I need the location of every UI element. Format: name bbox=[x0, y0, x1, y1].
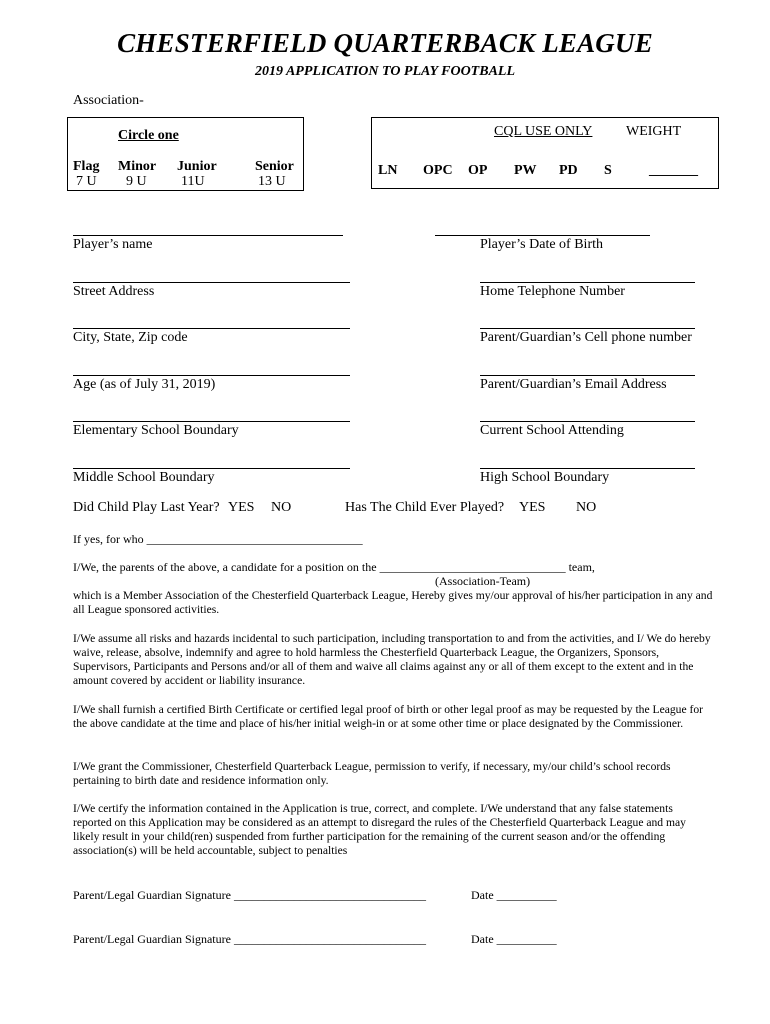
street-address-label: Street Address bbox=[73, 284, 155, 299]
played-last-year-question: Did Child Play Last Year? bbox=[73, 500, 220, 515]
dob-line[interactable] bbox=[435, 235, 650, 236]
division-minor-age: 9 U bbox=[126, 174, 147, 189]
cell-phone-label: Parent/Guardian’s Cell phone number bbox=[480, 330, 692, 345]
email-label: Parent/Guardian’s Email Address bbox=[480, 377, 667, 392]
age-line[interactable] bbox=[73, 375, 350, 376]
code-pw: PW bbox=[514, 163, 537, 178]
played-last-year-yes[interactable]: YES bbox=[228, 500, 255, 515]
cql-use-only-label: CQL USE ONLY bbox=[494, 124, 593, 139]
circle-one-label: Circle one bbox=[118, 128, 179, 143]
guardian-signature-2[interactable]: Parent/Legal Guardian Signature ________________________________ bbox=[73, 932, 426, 946]
division-junior[interactable]: Junior bbox=[177, 159, 217, 174]
certify-paragraph: I/We certify the information contained in the Application is true, correct, and complete. I/We understand that any false statements reported on this Application may be considered as an attempt to disregard the rules of the Chesterfield Quarterback League and may likely result in your child(ren) suspended from further participation for the remaining of the current season and/or the offending association(s) will be held accountable, subject to penalties bbox=[73, 802, 686, 857]
current-school-label: Current School Attending bbox=[480, 423, 624, 438]
code-s: S bbox=[604, 163, 612, 178]
cell-phone-line[interactable] bbox=[480, 328, 695, 329]
division-minor[interactable]: Minor bbox=[118, 159, 157, 174]
code-ln: LN bbox=[378, 163, 398, 178]
association-team-label: (Association-Team) bbox=[435, 574, 531, 588]
code-op: OP bbox=[468, 163, 488, 178]
ever-played-no[interactable]: NO bbox=[576, 500, 597, 515]
weight-blank[interactable]: _______ bbox=[649, 163, 698, 178]
signature-date-2[interactable]: Date __________ bbox=[471, 932, 557, 946]
dob-label: Player’s Date of Birth bbox=[480, 237, 603, 252]
if-yes-for-who[interactable]: If yes, for who ____________________________________ bbox=[73, 532, 363, 546]
middle-school-line[interactable] bbox=[73, 468, 350, 469]
city-label: City, State, Zip code bbox=[73, 330, 188, 345]
ever-played-question: Has The Child Ever Played? bbox=[345, 500, 505, 515]
division-senior-age: 13 U bbox=[258, 174, 286, 189]
grant-paragraph: I/We grant the Commissioner, Chesterfield Quarterback League, permission to verify, if necessary, my/our child’s school records pertaining to birth date and residence information only. bbox=[73, 760, 671, 787]
home-phone-line[interactable] bbox=[480, 282, 695, 283]
guardian-signature-1[interactable]: Parent/Legal Guardian Signature ________________________________ bbox=[73, 888, 426, 902]
high-school-label: High School Boundary bbox=[480, 470, 610, 485]
association-label: Association- bbox=[73, 93, 144, 108]
home-phone-label: Home Telephone Number bbox=[480, 284, 625, 299]
division-flag-age: 7 U bbox=[76, 174, 97, 189]
middle-school-label: Middle School Boundary bbox=[73, 470, 215, 485]
team-line[interactable]: I/We, the parents of the above, a candidate for a position on the _______________________________ team, bbox=[73, 560, 595, 574]
form-subtitle: 2019 APPLICATION TO PLAY FOOTBALL bbox=[254, 64, 516, 79]
high-school-line[interactable] bbox=[480, 468, 695, 469]
played-last-year-no[interactable]: NO bbox=[271, 500, 292, 515]
elementary-line[interactable] bbox=[73, 421, 350, 422]
division-senior[interactable]: Senior bbox=[255, 159, 294, 174]
division-junior-age: 11U bbox=[181, 174, 205, 189]
weight-label: WEIGHT bbox=[626, 124, 682, 139]
player-name-label: Player’s name bbox=[73, 237, 153, 252]
age-label: Age (as of July 31, 2019) bbox=[73, 377, 216, 392]
street-address-line[interactable] bbox=[73, 282, 350, 283]
email-line[interactable] bbox=[480, 375, 695, 376]
risk-paragraph: I/We assume all risks and hazards incidental to such participation, including transportation to and from the activities, and I/ We do hereby waive, release, absolve, indemnify and agree to hold harmless the Chesterfield Quarterback League, the Organizers, Sponsors, Supervisors, Participants and Persons and/or all of them and waive all claims against any or all of them except to the extent and in the amount covered by accident or liability insurance. bbox=[73, 632, 711, 687]
ever-played-yes[interactable]: YES bbox=[519, 500, 546, 515]
player-name-line[interactable] bbox=[73, 235, 343, 236]
city-line[interactable] bbox=[73, 328, 350, 329]
member-paragraph: which is a Member Association of the Chesterfield Quarterback League, Hereby gives my/our approval of his/her participation in any and all League sponsored activities. bbox=[73, 589, 713, 616]
signature-date-1[interactable]: Date __________ bbox=[471, 888, 557, 902]
current-school-line[interactable] bbox=[480, 421, 695, 422]
form-title: CHESTERFIELD QUARTERBACK LEAGUE bbox=[117, 28, 653, 58]
elementary-label: Elementary School Boundary bbox=[73, 423, 239, 438]
code-opc: OPC bbox=[423, 163, 453, 178]
birth-certificate-paragraph: I/We shall furnish a certified Birth Certificate or certified legal proof of birth or other legal proof as may be requested by the League for the above candidate at the time and place of his/her initial weigh-in or at some other time or place designated by the Commissioner. bbox=[73, 703, 704, 730]
division-flag[interactable]: Flag bbox=[73, 159, 100, 174]
code-pd: PD bbox=[559, 163, 578, 178]
